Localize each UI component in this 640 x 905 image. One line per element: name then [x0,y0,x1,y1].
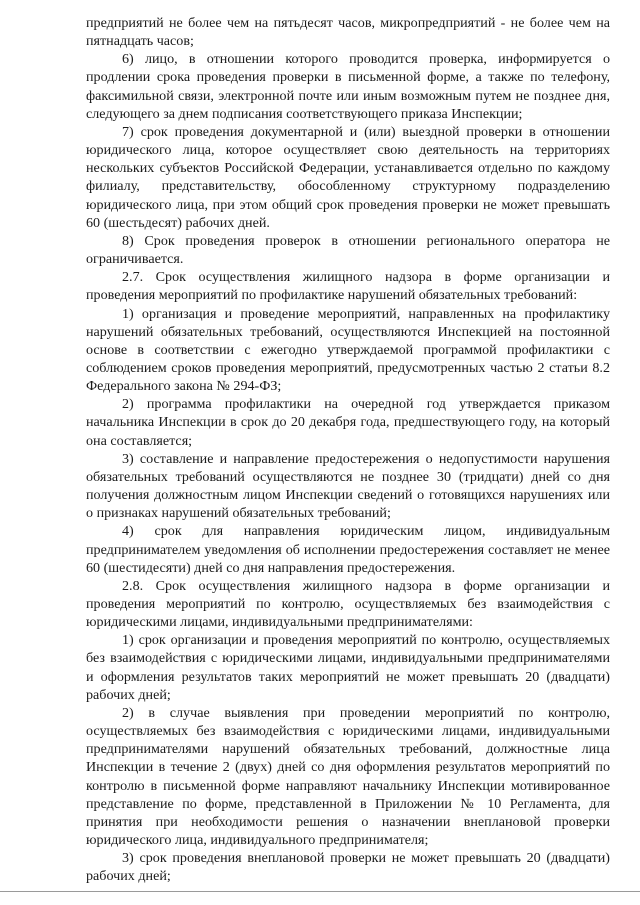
paragraph-item-8-regional-operator: 8) Срок проведения проверок в отношении регионального оператора не ограничивается. [86,232,610,268]
paragraph-item-7-term-branches: 7) срок проведения документарной и (или) выездной проверки в отношении юридического лица, которое осуществляет свою деятельность на территориях нескольких субъектов Российской Федерации, устанавливается отдельно по каждому филиалу, представительству, обособленному структурному подразделению юридического лица, при этом общий срок проведения проверки не может превышать 60 (шестьдесят) рабочих дней. [86,123,610,231]
paragraph-2-7-item-2: 2) программа профилактики на очередной год утверждается приказом начальника Инспекции в срок до 20 декабря года, предшествующего году, на который она составляется; [86,396,610,449]
paragraph-item-6-notification: 6) лицо, в отношении которого проводится проверка, информируется о продлении срока проведения проверки в письменной форме, а также по телефону, факсимильной связи, электронной почте или иным возможным путем не позднее дня, следующего за днем подписания соответствующего приказа Инспекции; [86,51,610,122]
paragraph-2-7-item-1: 1) организация и проведение мероприятий, направленных на профилактику нарушений обязательных требований, осуществляются Инспекцией на постоянной основе в соответствии с ежегодно утверждаемой программой профилактики с соблюдением сроков проведения мероприятий, предусмотренных частью 2 статьи 8.2 Федерального закона № 294-ФЗ; [86,305,610,395]
paragraph-section-2-8: 2.8. Срок осуществления жилищного надзора в форме организации и проведения мероприятий по контролю, осуществляемых без взаимодействия с юридическими лицами, индивидуальными предпринимателями: [86,577,610,631]
page-bottom-rule [0,891,640,892]
paragraph-2-8-item-3: 3) срок проведения внеплановой проверки не может превышать 20 (двадцати) рабочих дней; [86,850,610,885]
document-page [86,14,610,886]
paragraph-2-7-item-4: 4) срок для направления юридическим лицом, индивидуальным предпринимателем уведомления об исполнении предостережения составляет не менее 60 (шестидесяти) дней со дня направления предостережения. [86,523,610,576]
paragraph-continuation: предприятий не более чем на пятьдесят часов, микропредприятий - не более чем на пятнадцать часов; [86,15,610,50]
paragraph-2-7-item-3: 3) составление и направление предостережения о недопустимости нарушения обязательных требований осуществляются не позднее 30 (тридцати) дней со дня получения должностным лицом Инспекции сведений о готовящихся нарушениях или о признаках нарушений обязательных требований; [86,450,610,522]
paragraph-2-8-item-1: 1) срок организации и проведения мероприятий по контролю, осуществляемых без взаимодействия с юридическими лицами, индивидуальными предпринимателями и оформления результатов таких мероприятий не может превышать 20 (двадцати) рабочих дней; [86,632,610,703]
paragraph-section-2-7: 2.7. Срок осуществления жилищного надзора в форме организации и проведения мероприятий по профилактике нарушений обязательных требований: [86,269,610,304]
paragraph-2-8-item-2: 2) в случае выявления при проведении мероприятий по контролю, осуществляемых без взаимодействия с юридическими лицами, индивидуальными предпринимателями нарушений обязательных требований, должностные лица Инспекции в течение 2 (двух) дней со дня оформления результатов мероприятий по контролю в письменной форме направляют начальнику Инспекции мотивированное представление по форме, представленной в Приложении № 10 Регламента, для принятия при необходимости решения о назначении внеплановой проверки юридического лица, индивидуального предпринимателя; [86,704,610,849]
